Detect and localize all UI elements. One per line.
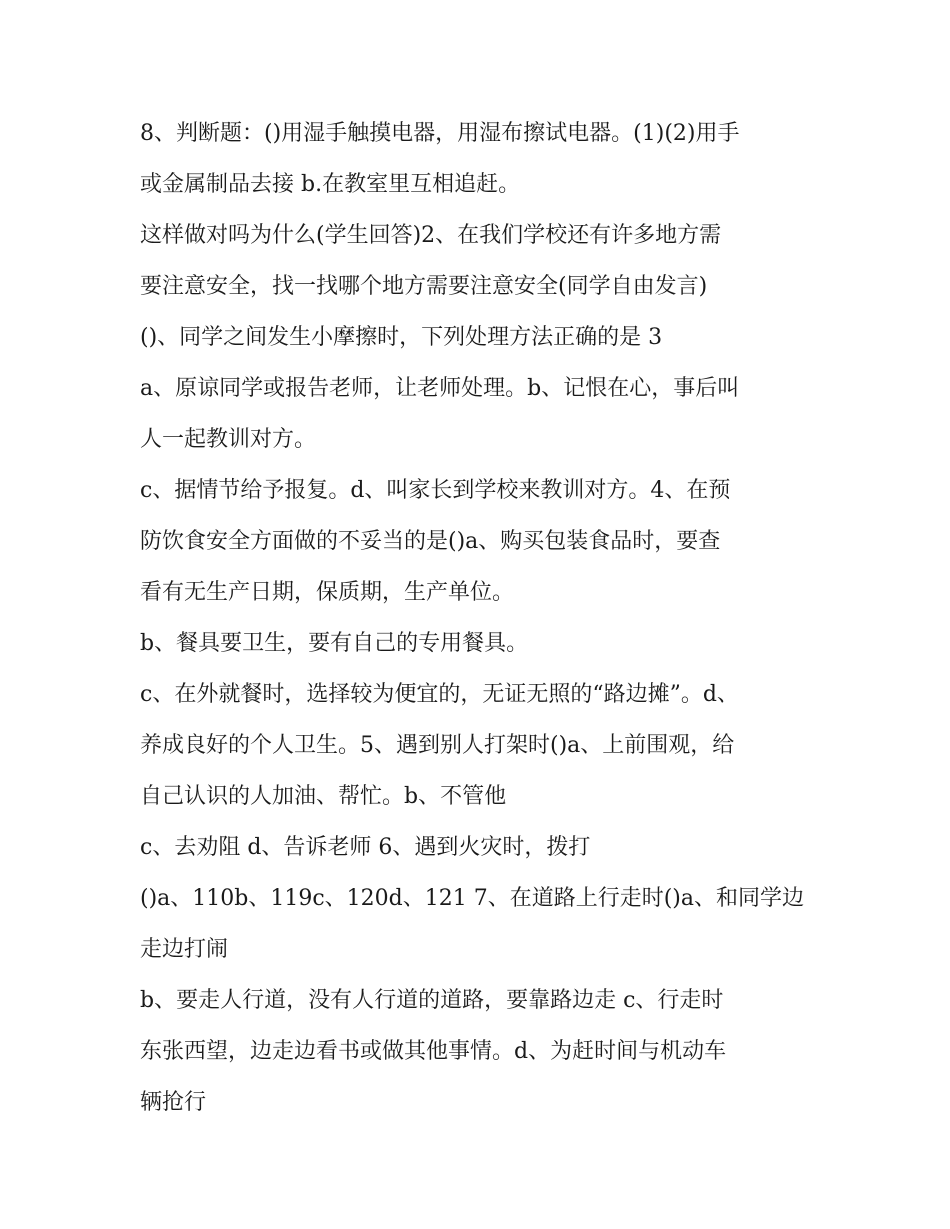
- text-line: 或金属制品去接 b.在教室里互相追赶。: [140, 172, 521, 197]
- text-line: c、在外就餐时，选择较为便宜的，无证无照的“路边摊”。d、: [140, 682, 739, 707]
- text-line: ()a、110b、119c、120d、121 7、在道路上行走时()a、和同学边: [140, 886, 805, 911]
- text-line: 这样做对吗为什么(学生回答)2、在我们学校还有许多地方需: [140, 223, 722, 248]
- text-line: 看有无生产日期，保质期，生产单位。: [140, 580, 515, 605]
- text-line: b、要走人行道，没有人行道的道路，要靠路边走 c、行走时: [140, 988, 724, 1013]
- text-line: 东张西望，边走边看书或做其他事情。d、为赶时间与机动车: [140, 1039, 727, 1064]
- text-line: 人一起教训对方。: [140, 427, 317, 452]
- text-line: 走边打闹: [140, 937, 229, 962]
- text-line: b、餐具要卫生，要有自己的专用餐具。: [140, 631, 529, 656]
- text-line: 辆抢行: [140, 1090, 207, 1115]
- text-line: c、据情节给予报复。d、叫家长到学校来教训对方。4、在预: [140, 478, 731, 503]
- document-body: [140, 108, 820, 1128]
- text-line: 8、判断题：()用湿手触摸电器，用湿布擦试电器。(1)(2)用手: [140, 121, 740, 146]
- text-line: a、原谅同学或报告老师，让老师处理。b、记恨在心，事后叫: [140, 376, 740, 401]
- text-line: ()、同学之间发生小摩擦时，下列处理方法正确的是 3: [140, 325, 663, 350]
- text-line: 自己认识的人加油、帮忙。b、不管他: [140, 784, 507, 809]
- text-line: 防饮食安全方面做的不妥当的是()a、购买包装食品时，要查: [140, 529, 721, 554]
- text-line: 要注意安全，找一找哪个地方需要注意安全(同学自由发言): [140, 274, 708, 299]
- text-line: 养成良好的个人卫生。5、遇到别人打架时()a、上前围观，给: [140, 733, 735, 758]
- text-line: c、去劝阻 d、告诉老师 6、遇到火灾时，拨打: [140, 835, 591, 860]
